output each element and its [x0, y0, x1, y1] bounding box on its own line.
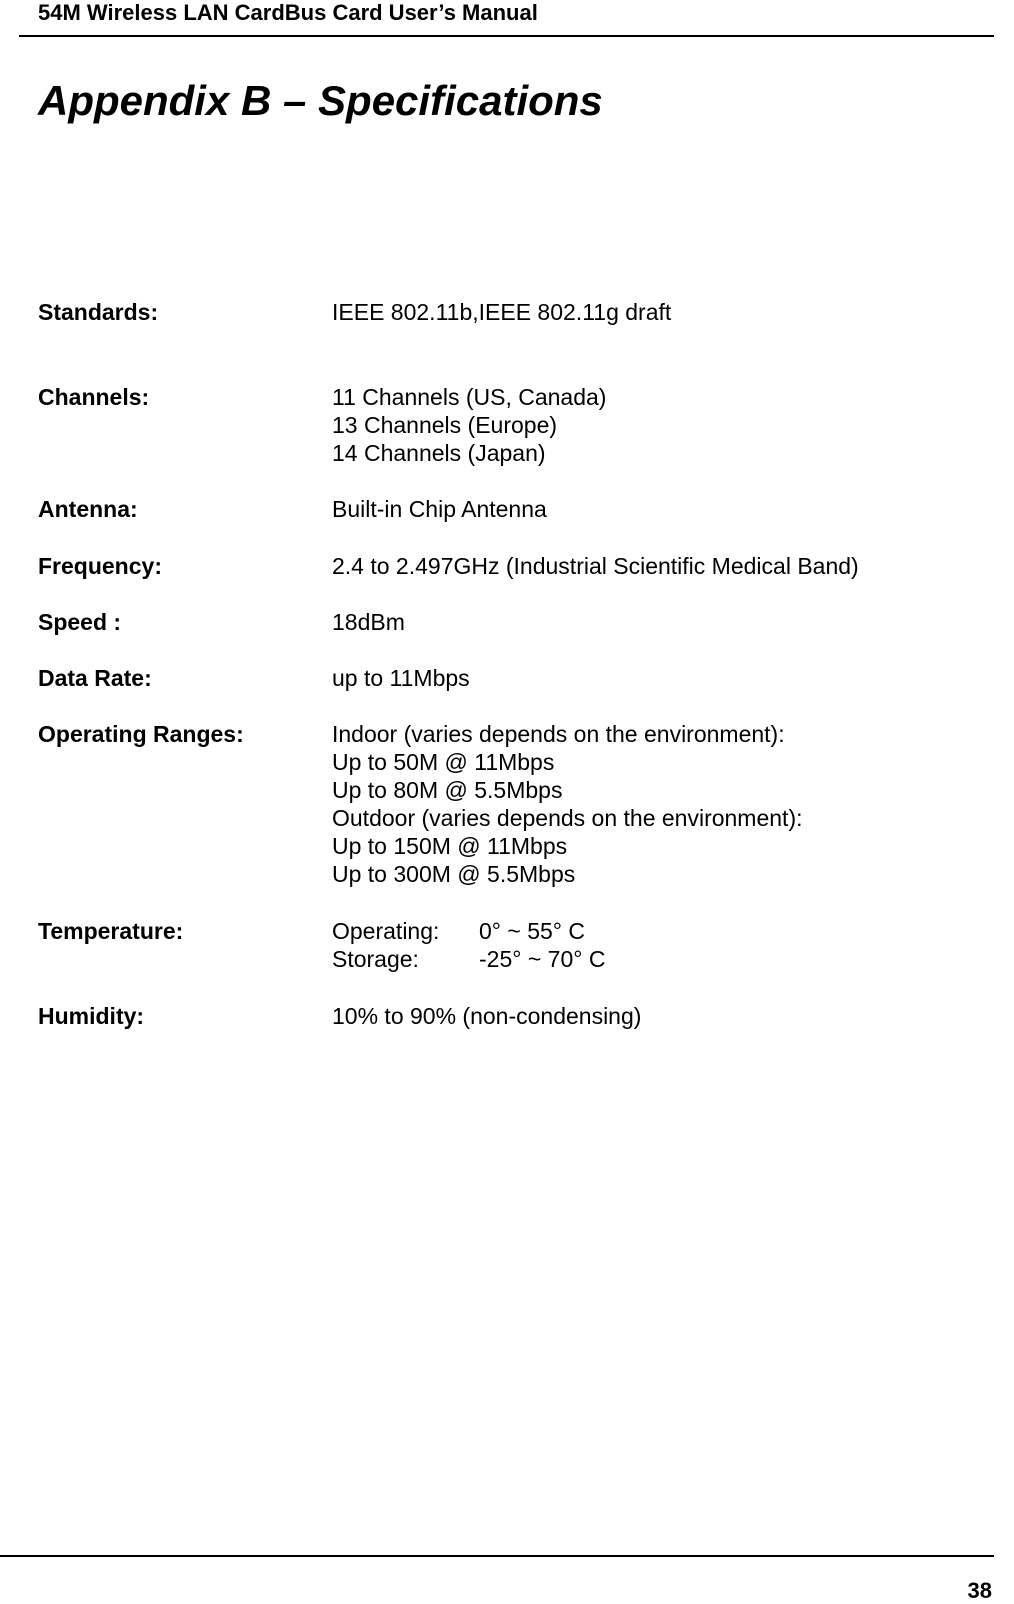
- footer-divider: [0, 1555, 994, 1557]
- temperature-operating-label: Operating:: [332, 918, 440, 944]
- temperature-storage-value: -25° ~ 70° C: [479, 946, 606, 972]
- operating-ranges-line: Up to 150M @ 11Mbps: [332, 833, 568, 859]
- operating-ranges-line: Up to 300M @ 5.5Mbps: [332, 861, 576, 887]
- temperature-operating-value: 0° ~ 55° C: [479, 918, 585, 944]
- channels-line: 14 Channels (Japan): [332, 440, 546, 466]
- operating-ranges-line: Up to 80M @ 5.5Mbps: [332, 777, 563, 803]
- operating-ranges-label: Operating Ranges:: [38, 721, 244, 747]
- operating-ranges-line: Up to 50M @ 11Mbps: [332, 749, 555, 775]
- channels-line: 13 Channels (Europe): [332, 412, 558, 438]
- humidity-value: 10% to 90% (non-condensing): [332, 1003, 642, 1029]
- channels-line: 11 Channels (US, Canada): [332, 384, 607, 410]
- standards-value: IEEE 802.11b,IEEE 802.11g draft: [332, 299, 672, 325]
- humidity-label: Humidity:: [38, 1003, 145, 1029]
- frequency-value: 2.4 to 2.497GHz (Industrial Scientific Medical Band): [332, 553, 859, 579]
- temperature-label: Temperature:: [38, 918, 184, 944]
- operating-ranges-line: Indoor (varies depends on the environment):: [332, 721, 785, 747]
- page-number: 38: [967, 1578, 992, 1603]
- channels-label: Channels:: [38, 384, 150, 410]
- operating-ranges-line: Outdoor (varies depends on the environment):: [332, 805, 803, 831]
- standards-label: Standards:: [38, 299, 159, 325]
- header-divider: [19, 35, 994, 37]
- speed-value: 18dBm: [332, 609, 405, 635]
- running-header: 54M Wireless LAN CardBus Card User’s Manual: [38, 0, 538, 25]
- antenna-value: Built-in Chip Antenna: [332, 496, 547, 522]
- data-rate-value: up to 11Mbps: [332, 665, 470, 691]
- data-rate-label: Data Rate:: [38, 665, 152, 691]
- speed-label: Speed :: [38, 609, 122, 635]
- temperature-storage-label: Storage:: [332, 946, 419, 972]
- page-title: Appendix B – Specifications: [38, 77, 603, 124]
- frequency-label: Frequency:: [38, 553, 162, 579]
- antenna-label: Antenna:: [38, 496, 138, 522]
